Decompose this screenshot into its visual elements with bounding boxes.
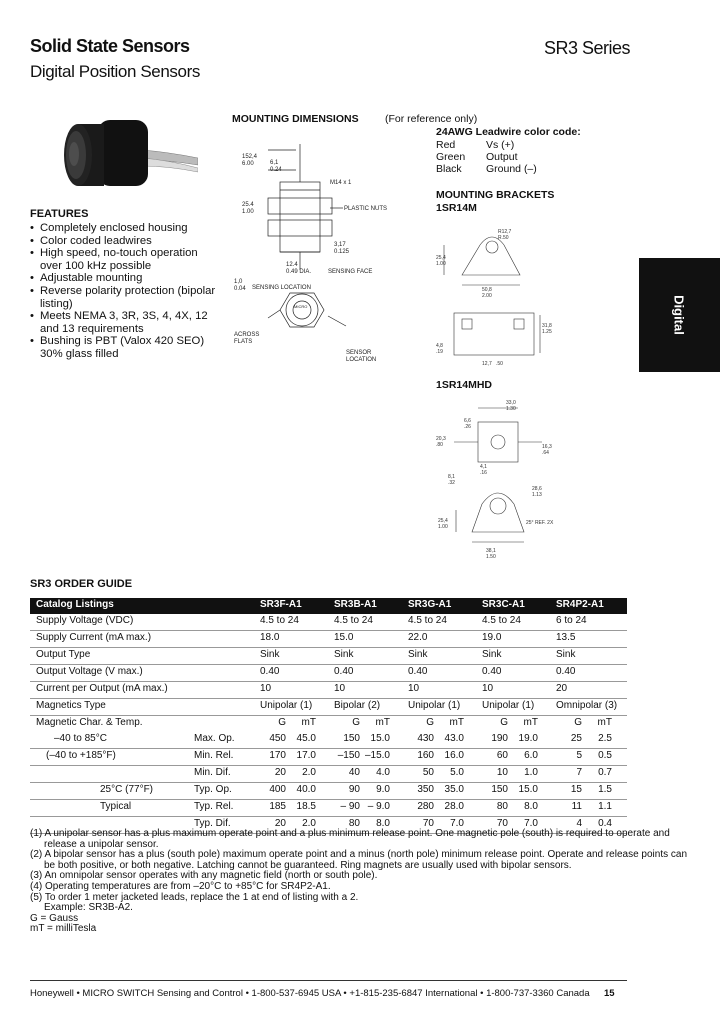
dim-label: .26 bbox=[464, 424, 471, 430]
footer-divider bbox=[30, 980, 627, 981]
order-guide-heading: SR3 ORDER GUIDE bbox=[30, 578, 133, 590]
dim-label: 3,17 bbox=[334, 242, 346, 248]
dim-label: 25,4 bbox=[436, 255, 446, 261]
dim-label: 33,0 bbox=[506, 400, 516, 406]
footnote: (2) A bipolar sensor has a plus (south pole) maximum operate point and a minus (north pole) minimum release point. Operate and release points can bbox=[30, 849, 688, 861]
table-row: –40 to 85°C Max. Op. 450 45.0 150 15.0 430 43.0 190 19.0 25 2.5 bbox=[30, 732, 627, 749]
dim-label: ACROSS bbox=[234, 332, 260, 338]
dim-label: 6.00 bbox=[242, 161, 254, 167]
table-header-cell: SR3G-A1 bbox=[402, 598, 476, 614]
footnote: (4) Operating temperatures are from –20°C to +85°C for SR4P2-A1. bbox=[30, 880, 331, 892]
series-name: SR3 Series bbox=[544, 38, 631, 58]
table-header-row bbox=[30, 598, 627, 614]
footnote: (5) To order 1 meter jacketed leads, replace the 1 at end of listing with a 2. bbox=[30, 891, 359, 903]
bracket-1sr14mhd-drawing bbox=[432, 392, 562, 562]
table-header-cell: SR3B-A1 bbox=[328, 598, 402, 614]
order-guide-table bbox=[30, 598, 627, 834]
dim-label: FLATS bbox=[234, 339, 253, 345]
footnote: Example: SR3B-A2. bbox=[44, 902, 133, 914]
bracket-1sr14m-label: 1SR14M bbox=[436, 202, 477, 214]
feature-item: • Completely enclosed housing bbox=[30, 222, 220, 235]
dim-label: 1.00 bbox=[438, 524, 448, 530]
dim-label: 38,1 bbox=[486, 548, 496, 554]
dim-label: 50,8 bbox=[482, 287, 492, 293]
dim-label: 4,1 bbox=[480, 464, 487, 470]
reference-note: (For reference only) bbox=[385, 113, 478, 125]
dim-label: 1.30 bbox=[506, 406, 516, 412]
page-subtitle: Digital Position Sensors bbox=[30, 62, 200, 81]
dim-label: 16,3 bbox=[542, 444, 552, 450]
leadwire-row: Red Vs (+) bbox=[436, 139, 515, 151]
page-title: Solid State Sensors bbox=[30, 36, 190, 56]
dim-label: 12,7 bbox=[482, 361, 492, 367]
dim-label: 25.4 bbox=[242, 202, 254, 208]
mounting-dimensions-drawing bbox=[228, 140, 428, 380]
page-number: 15 bbox=[604, 988, 615, 999]
dim-label: .16 bbox=[480, 470, 487, 476]
table-row: Supply Voltage (VDC) 4.5 to 24 4.5 to 24 4.5 to 24 4.5 to 24 6 to 24 bbox=[30, 614, 627, 631]
dim-label: 0.24 bbox=[270, 167, 282, 173]
dim-label: SENSING FACE bbox=[328, 269, 373, 275]
dim-label: 6,6 bbox=[464, 418, 471, 424]
leadwire-row: Black Ground (–) bbox=[436, 163, 537, 175]
dim-label: 1.25 bbox=[542, 329, 552, 335]
dim-label: 12.4 bbox=[286, 262, 298, 268]
dim-label: .50 bbox=[496, 361, 503, 367]
dim-label: .32 bbox=[448, 480, 455, 486]
table-row: Typical Typ. Rel. 185 18.5 – 90 – 9.0 280 28.0 80 8.0 11 1.1 bbox=[30, 800, 627, 817]
table-header-cell: SR4P2-A1 bbox=[550, 598, 627, 614]
dim-label: PLASTIC NUTS bbox=[344, 206, 388, 212]
dim-label: 6,1 bbox=[270, 160, 279, 166]
bracket-1sr14mhd-label: 1SR14MHD bbox=[436, 379, 493, 391]
dim-label: .80 bbox=[436, 442, 443, 448]
marking-label: MICRO bbox=[294, 304, 308, 309]
dim-label: 0.04 bbox=[234, 286, 246, 292]
dim-label: 152,4 bbox=[242, 154, 258, 160]
dim-label: 1.50 bbox=[486, 554, 496, 560]
dim-label: SENSOR bbox=[346, 350, 372, 356]
dim-label: 8,1 bbox=[448, 474, 455, 480]
table-row: Current per Output (mA max.) 10 10 10 10 20 bbox=[30, 682, 627, 699]
feature-item: • High speed, no-touch operation over 100 kHz possible bbox=[30, 247, 220, 272]
table-row: Min. Dif. 20 2.0 40 4.0 50 5.0 10 1.0 7 0.7 bbox=[30, 766, 627, 783]
leadwire-heading: 24AWG Leadwire color code: bbox=[436, 126, 581, 138]
sensor-product-image bbox=[58, 110, 198, 205]
dim-label: .19 bbox=[436, 349, 443, 355]
feature-item: • Color coded leadwires bbox=[30, 235, 220, 248]
dim-label: 1,0 bbox=[234, 279, 243, 285]
table-header-cell: Catalog Listings bbox=[30, 598, 254, 614]
table-row: (–40 to +185°F) Min. Rel. 170 17.0 –150 –15.0 160 16.0 60 6.0 5 0.5 bbox=[30, 749, 627, 766]
footnote: G = Gauss bbox=[30, 912, 79, 924]
mounting-dimensions-heading: MOUNTING DIMENSIONS bbox=[232, 113, 359, 125]
table-row: Supply Current (mA max.) 18.0 15.0 22.0 19.0 13.5 bbox=[30, 631, 627, 648]
feature-item: • Bushing is PBT (Valox 420 SEO) 30% glass filled bbox=[30, 335, 220, 360]
dim-label: 1.00 bbox=[436, 261, 446, 267]
feature-item: • Meets NEMA 3, 3R, 3S, 4, 4X, 12 and 13 requirements bbox=[30, 310, 220, 335]
dim-label: R.50 bbox=[498, 235, 509, 241]
dim-label: 28,6 bbox=[532, 486, 542, 492]
mounting-brackets-heading: MOUNTING BRACKETS bbox=[436, 189, 555, 201]
table-row: 25°C (77°F) Typ. Op. 400 40.0 90 9.0 350 35.0 150 15.0 15 1.5 bbox=[30, 783, 627, 800]
footer-contact: Honeywell • MICRO SWITCH Sensing and Control • 1-800-537-6945 USA • +1-815-235-6847 International • 1-800-737-3360 Canada bbox=[30, 988, 590, 999]
leadwire-row: Green Output bbox=[436, 151, 518, 163]
footnote: be both positive, or both negative. Latching cannot be guaranteed. Ring magnets are usually used with bipolar sensors. bbox=[44, 859, 572, 871]
table-header-cell: SR3F-A1 bbox=[254, 598, 328, 614]
table-row: Output Type Sink Sink Sink Sink Sink bbox=[30, 648, 627, 665]
table-row: Magnetic Char. & Temp. G mT G mT G mT G mT G mT bbox=[36, 717, 612, 728]
feature-item: • Adjustable mounting bbox=[30, 272, 220, 285]
footnote: (3) An omnipolar sensor operates with any magnetic field (north or south pole). bbox=[30, 870, 378, 882]
dim-label: 31,8 bbox=[542, 323, 552, 329]
feature-item: • Reverse polarity protection (bipolar listing) bbox=[30, 285, 220, 310]
dim-label: 2.00 bbox=[482, 293, 492, 299]
dim-label: .64 bbox=[542, 450, 549, 456]
dim-label: 4,8 bbox=[436, 343, 443, 349]
dim-label: 0.125 bbox=[334, 249, 350, 255]
features-heading: FEATURES bbox=[30, 208, 89, 220]
dim-label: SENSING LOCATION bbox=[252, 285, 311, 291]
dim-label: R12,7 bbox=[498, 229, 512, 235]
table-header-cell: SR3C-A1 bbox=[476, 598, 550, 614]
footnote: release a unipolar sensor. bbox=[44, 838, 159, 850]
dim-label: 25° REF. 2X bbox=[526, 520, 554, 526]
footnote: mT = milliTesla bbox=[30, 923, 97, 935]
dim-label: 0.49 DIA. bbox=[286, 269, 312, 275]
table-row: Typ. Dif. 20 2.0 80 8.0 70 7.0 70 7.0 4 0.4 bbox=[30, 817, 627, 834]
table-row: Output Voltage (V max.) 0.40 0.40 0.40 0.40 0.40 bbox=[30, 665, 627, 682]
section-tab-label: Digital bbox=[671, 295, 687, 335]
dim-label: M14 x 1 bbox=[330, 180, 352, 186]
dim-label: 1.13 bbox=[532, 492, 542, 498]
bracket-1sr14m-drawing bbox=[432, 215, 562, 370]
dim-label: LOCATION bbox=[346, 357, 377, 363]
dim-label: 20,3 bbox=[436, 436, 446, 442]
footnotes bbox=[30, 828, 688, 935]
footnote: (1) A unipolar sensor has a plus maximum operate point and a plus minimum release point. One magnetic pole (south) is required to operate and bbox=[30, 828, 670, 839]
dim-label: 25,4 bbox=[438, 518, 448, 524]
table-row: Magnetics Type Unipolar (1) Bipolar (2) Unipolar (1) Unipolar (1) Omnipolar (3) bbox=[30, 699, 627, 716]
dim-label: 1.00 bbox=[242, 209, 254, 215]
section-tab bbox=[639, 258, 720, 372]
features-list bbox=[30, 222, 220, 361]
